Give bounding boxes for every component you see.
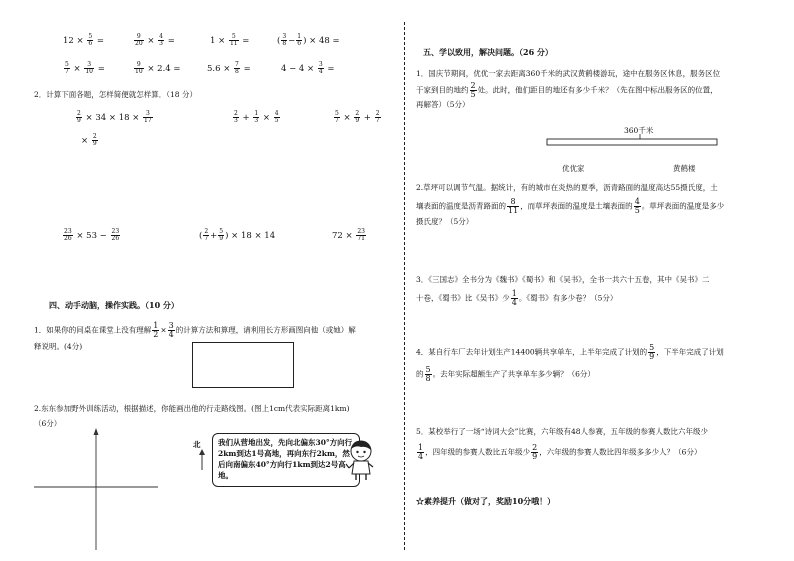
end-label: 黄鹤楼	[673, 164, 696, 173]
problem-4-line1: 4．某自行车厂去年计划生产14400辆共享单车，上半年完成了计划的 $\frac{5}{9}$ ，下半年完成了计划	[416, 343, 724, 361]
simplify-expr-1: $\frac{2}{9}$ × 34 × 18 × $\frac{3}{17}$	[77, 110, 152, 124]
fraction: $\frac{3}{4}$	[318, 61, 323, 75]
problem-3-line1: 3．《三国志》全书分为《魏书》《蜀书》和《吴书》，全书一共六十五卷，其中《吴书》二	[416, 275, 710, 284]
north-arrow-icon	[197, 449, 207, 471]
fraction: $\frac{5}{11}$	[229, 33, 238, 47]
problem-2-line3: 摄氏度？（5分）	[416, 217, 474, 226]
problem-4-line2: 的 $\frac{5}{8}$ 。去年实际超额生产了共享单车多少辆？（6分）	[416, 365, 595, 383]
fraction: $\frac{23}{71}$	[357, 228, 365, 242]
fraction: $\frac{1}{3}$	[254, 110, 259, 124]
calc-expr-7: 5.6 × $\frac{7}{8}$ =	[207, 61, 251, 75]
problem-1-line2: 于家到目的地约 $\frac{2}{5}$ 处。此时，他们距目的地还有多少千米？（先在图中标出服务区的位置，	[416, 81, 718, 99]
fraction: $\frac{5}{9}$	[219, 228, 224, 242]
fraction: $\frac{3}{8}$	[282, 33, 287, 47]
column-divider	[404, 22, 405, 550]
fraction: $\frac{5}{6}$	[88, 33, 93, 47]
calc-expr-2: $\frac{9}{20}$ × $\frac{4}{3}$ =	[135, 33, 175, 47]
simplify-expr-4: $\frac{23}{26}$ × 53 − $\frac{23}{26}$	[64, 228, 120, 242]
fraction: $\frac{2}{7}$	[375, 110, 380, 124]
section-4-q2-line2: （6分）	[34, 419, 62, 428]
fraction: $\frac{3}{10}$	[85, 61, 93, 75]
problem-2-line2: 壤表面的温度是沥青路面的 $\frac{8}{11}$ ，而草坪表面的温度是土壤表面的 $\frac{4}{5}$ 。草坪表面的温度是多少	[416, 197, 725, 215]
section-4-q1-line1: 1．如果你的同桌在课堂上没有理解 $\frac{1}{2}$ × $\frac{3}{4}$ 的计算方法和算理，请利用长方形画图向他（或她）解	[34, 321, 356, 339]
north-label: 北	[193, 440, 201, 449]
fraction: $\frac{3}{17}$	[144, 110, 152, 124]
fraction: $\frac{2}{9}$	[532, 443, 538, 461]
fraction: $\frac{1}{4}$	[418, 443, 424, 461]
problem-5-line1: 5．某校举行了一场“诗词大会”比赛，六年级有48人参赛，五年级的参赛人数比六年级少	[416, 427, 708, 436]
calc-expr-5: $\frac{5}{7}$ × $\frac{3}{10}$ =	[65, 61, 105, 75]
section-4-q1-line2: 释说明。(4分)	[34, 342, 83, 351]
fraction: $\frac{2}{5}$	[470, 81, 476, 99]
instruction-speech-bubble: 我们从营地出发，先向北偏东30°方向行2km到达1号高地，再向东行2km，然后向南偏东40°方向行1km到达2号高地。	[212, 433, 360, 487]
fraction: $\frac{1}{2}$	[153, 321, 159, 339]
start-label: 优优家	[562, 164, 585, 173]
bonus-title: ☆素养提升（做对了，奖励10分哦！）	[416, 496, 556, 506]
fraction: $\frac{7}{8}$	[235, 61, 239, 75]
fraction: $\frac{1}{4}$	[511, 289, 517, 307]
calc-expr-3: 1 × $\frac{5}{11}$ =	[210, 33, 250, 47]
calc-expr-6: $\frac{9}{10}$ × 2.4 =	[135, 61, 181, 75]
distance-label: 360千米	[624, 126, 654, 135]
fraction: $\frac{2}{7}$	[204, 228, 209, 242]
fraction: $\frac{23}{26}$	[111, 228, 120, 242]
fraction: $\frac{4}{5}$	[274, 110, 279, 124]
drawing-rectangle	[192, 342, 294, 388]
section-4-title: 四、动手动脑，操作实践。（10 分）	[49, 300, 179, 310]
fraction: $\frac{3}{4}$	[168, 321, 174, 339]
calc-expr-1: 12 × $\frac{5}{6}$ =	[63, 33, 105, 47]
simplify-expr-5: ( $\frac{2}{7}$ + $\frac{5}{9}$ ) × 18 × 14	[199, 228, 276, 242]
fraction: $\frac{2}{9}$	[77, 110, 81, 124]
problem-3-line2: 十卷，《蜀书》比《吴书》少 $\frac{1}{4}$ 。《蜀书》有多少卷？（5分）	[416, 289, 618, 307]
calc-expr-8: 4 − 4 × $\frac{3}{4}$ =	[281, 61, 335, 75]
fraction: $\frac{2}{9}$	[92, 133, 97, 147]
question-2-title: 2．计算下面各题，怎样简便就怎样算．（18 分）	[34, 90, 197, 99]
section-4-q2-line1: 2.东东参加野外训练活动，根据描述，你能画出他的行走路线图。(图上1cm代表实际距离1km)	[34, 404, 350, 413]
simplify-expr-2: $\frac{2}{3}$ + $\frac{1}{3}$ × $\frac{4}{5}$	[234, 110, 279, 124]
coordinate-axes	[30, 425, 165, 555]
section-5-title: 五、学以致用，解决问题。（26 分）	[423, 47, 553, 57]
fraction: $\frac{4}{3}$	[159, 33, 163, 47]
calc-expr-4: ( $\frac{3}{8}$ − $\frac{1}{6}$ ) × 48 =	[277, 33, 340, 47]
boy-character-illustration	[346, 440, 376, 482]
fraction: $\frac{23}{26}$	[64, 228, 72, 242]
fraction: $\frac{5}{7}$	[65, 61, 69, 75]
fraction: $\frac{2}{9}$	[355, 110, 360, 124]
fraction: $\frac{5}{8}$	[425, 365, 431, 383]
fraction: $\frac{5}{9}$	[649, 343, 655, 361]
problem-1-line1: 1．国庆节期间，优优一家去距离360千米的武汉黄鹤楼游玩，途中在服务区休息，服务区位	[416, 69, 721, 78]
simplify-expr-1-cont: × $\frac{2}{9}$	[81, 133, 97, 147]
distance-bar-diagram	[545, 134, 720, 148]
problem-2-line1: 2.草坪可以调节气温。据统计，有的城市在炎热的夏季，沥青路面的温度高达55摄氏度，土	[416, 183, 718, 192]
problem-1-line3: 再解答）（5分）	[416, 100, 470, 109]
fraction: $\frac{4}{5}$	[634, 197, 640, 215]
fraction: $\frac{9}{20}$	[135, 33, 143, 47]
simplify-expr-6: 72 × $\frac{23}{71}$	[332, 228, 365, 242]
fraction: $\frac{1}{6}$	[297, 33, 302, 47]
fraction: $\frac{5}{7}$	[335, 110, 339, 124]
problem-5-line2: $\frac{1}{4}$ ，四年级的参赛人数比五年级少 $\frac{2}{9}$ ，六年级的参赛人数比四年级多多少人？（6分）	[418, 443, 702, 461]
fraction: $\frac{8}{11}$	[508, 197, 519, 215]
fraction: $\frac{9}{10}$	[135, 61, 143, 75]
fraction: $\frac{2}{3}$	[234, 110, 238, 124]
simplify-expr-3: $\frac{5}{7}$ × $\frac{2}{9}$ + $\frac{2}{7}$	[335, 110, 380, 124]
